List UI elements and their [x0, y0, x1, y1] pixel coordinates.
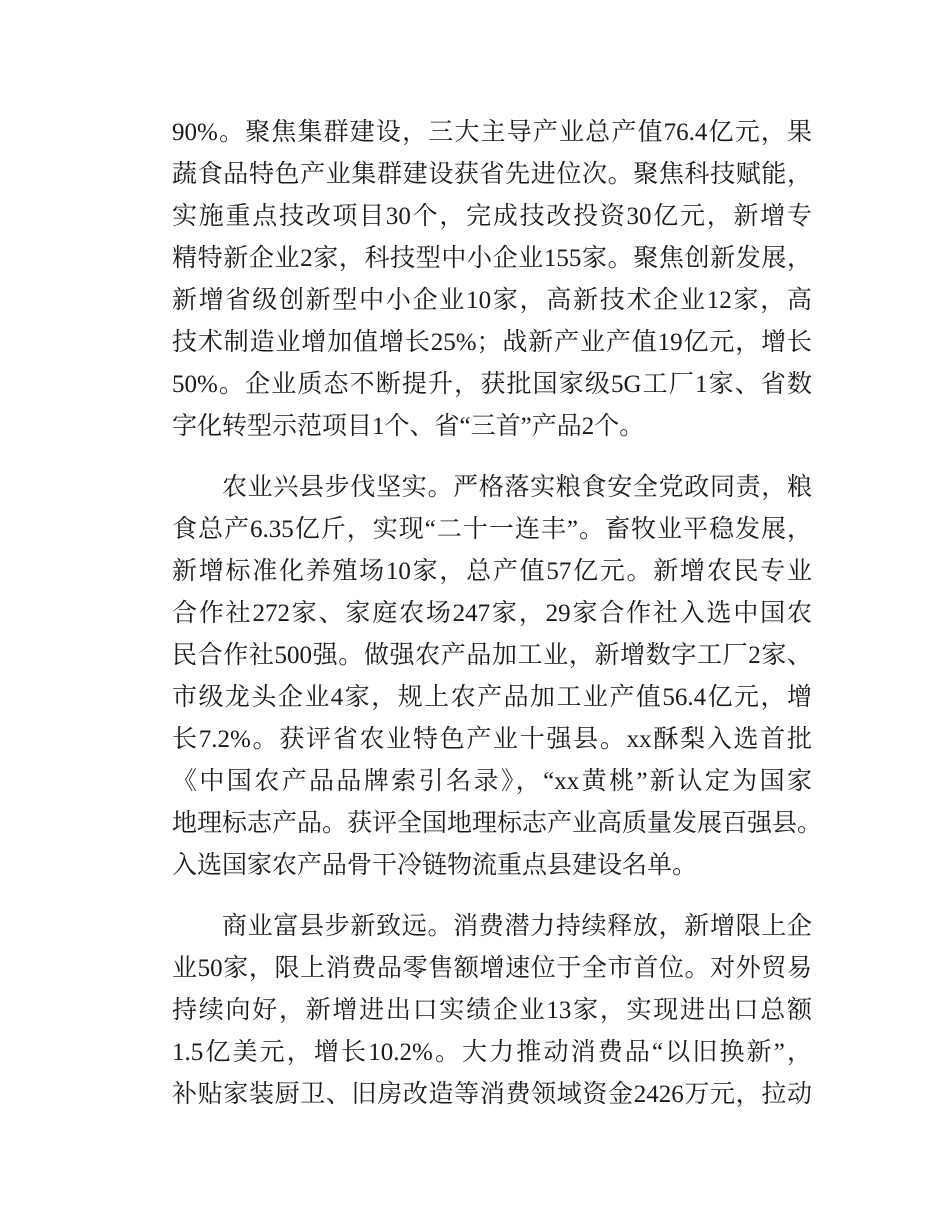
- text-line: 补贴家装厨卫、旧房改造等消费领域资金2426万元，拉动: [172, 1081, 812, 1108]
- text-line: 蔬食品特色产业集群建设获省先进位次。聚焦科技赋能，: [172, 161, 812, 188]
- paragraph-agriculture: [172, 467, 823, 887]
- text-line: 50%。企业质态不断提升，获批国家级5G工厂1家、省数: [172, 371, 812, 398]
- text-line: 农业兴县步伐坚实。严格落实粮食安全党政同责，粮: [222, 474, 812, 501]
- text-line: 新增标准化养殖场10家，总产值57亿元。新增农民专业: [172, 558, 812, 585]
- text-line: 地理标志产品。获评全国地理标志产业高质量发展百强县。: [172, 810, 823, 837]
- text-line: 商业富县步新致远。消费潜力持续释放，新增限上企: [222, 913, 812, 940]
- paragraph-commerce: [172, 906, 812, 1116]
- text-line: 1.5亿美元，增长10.2%。大力推动消费品“以旧换新”，: [172, 1039, 812, 1066]
- text-line: 食总产6.35亿斤，实现“二十一连丰”。畜牧业平稳发展，: [172, 516, 812, 543]
- text-line: 持续向好，新增进出口实绩企业13家，实现进出口总额: [172, 997, 812, 1024]
- text-line: 字化转型示范项目1个、省“三首”产品2个。: [172, 413, 645, 440]
- text-line: 90%。聚焦集群建设，三大主导产业总产值76.4亿元，果: [172, 119, 812, 146]
- text-line: 《中国农产品品牌索引名录》，“xx黄桃”新认定为国家: [172, 768, 812, 795]
- text-line: 新增省级创新型中小企业10家，高新技术企业12家，高: [172, 287, 812, 314]
- text-line: 技术制造业增加值增长25%；战新产业产值19亿元，增长: [172, 329, 812, 356]
- text-line: 长7.2%。获评省农业特色产业十强县。xx酥梨入选首批: [172, 726, 812, 753]
- text-line: 市级龙头企业4家，规上农产品加工业产值56.4亿元，增: [172, 684, 812, 711]
- text-line: 合作社272家、家庭农场247家，29家合作社入选中国农: [172, 600, 812, 627]
- text-line: 业50家，限上消费品零售额增速位于全市首位。对外贸易: [172, 955, 812, 982]
- text-line: 民合作社500强。做强农产品加工业，新增数字工厂2家、: [172, 642, 812, 669]
- text-line: 精特新企业2家，科技型中小企业155家。聚焦创新发展，: [172, 245, 812, 272]
- text-line: 入选国家农产品骨干冷链物流重点县建设名单。: [172, 852, 698, 879]
- document-page: [172, 112, 823, 1135]
- paragraph-industry: [172, 112, 812, 448]
- text-line: 实施重点技改项目30个，完成技改投资30亿元，新增专: [172, 203, 812, 230]
